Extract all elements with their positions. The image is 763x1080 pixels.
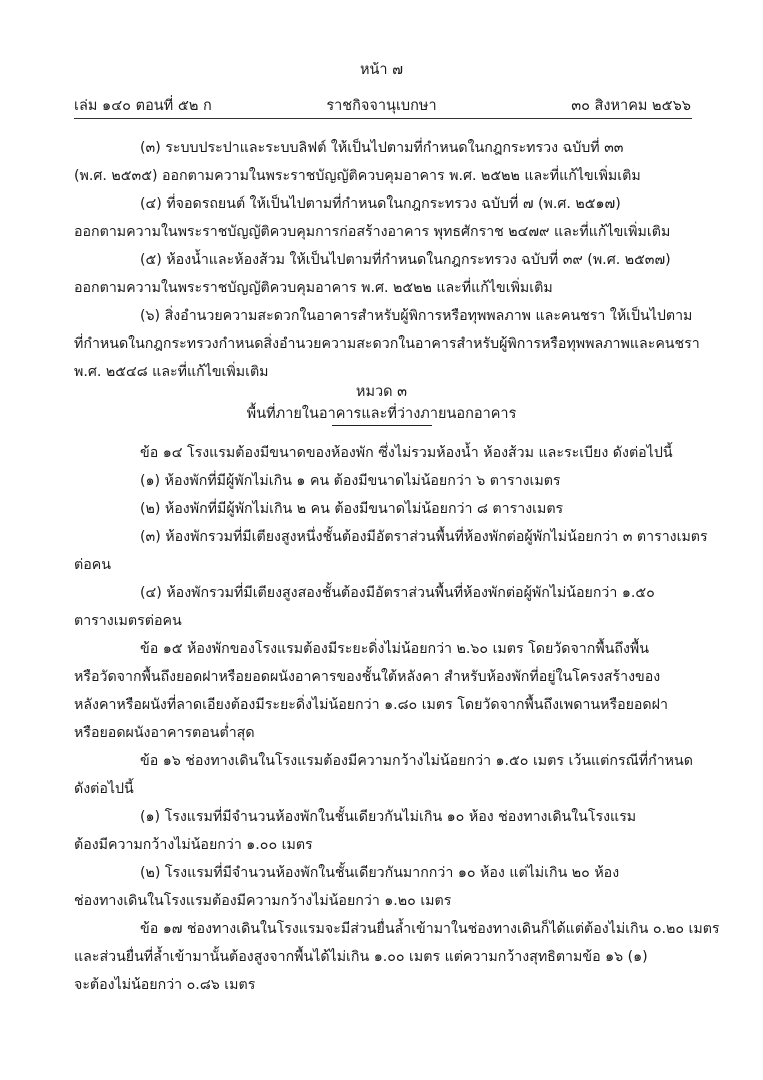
- article-line: (๓) ห้องพักรวมที่มีเตียงสูงหนึ่งชั้นต้องมีอัตราส่วนพื้นที่ห้องพักต่อผู้พักไม่น้อยกว่า ๓ ตารางเมตร: [140, 529, 708, 545]
- list-item: (๓) ระบบประปาและระบบลิฟต์ ให้เป็นไปตามที่กำหนดในกฎกระทรวง ฉบับที่ ๓๓: [140, 140, 624, 156]
- article-line: ข้อ ๑๖ ช่องทางเดินในโรงแรมต้องมีความกว้างไม่น้อยกว่า ๑.๕๐ เมตร เว้นแต่กรณีที่กำหนด: [140, 753, 693, 769]
- gazette-volume: เล่ม ๑๔๐ ตอนที่ ๕๒ ก: [74, 98, 212, 114]
- article-line: (๒) โรงแรมที่มีจำนวนห้องพักในชั้นเดียวกันมากกว่า ๑๐ ห้อง แต่ไม่เกิน ๒๐ ห้อง: [140, 865, 620, 881]
- chapter-divider: [332, 425, 432, 426]
- article-line: ตารางเมตรต่อคน: [74, 613, 182, 629]
- article-line: (๑) โรงแรมที่มีจำนวนห้องพักในชั้นเดียวกันไม่เกิน ๑๐ ห้อง ช่องทางเดินในโรงแรม: [140, 809, 637, 825]
- list-item: ออกตามความในพระราชบัญญัติควบคุมการก่อสร้างอาคาร พุทธศักราช ๒๔๗๙ และที่แก้ไขเพิ่มเติม: [74, 224, 671, 240]
- chapter-title: หมวด ๓: [355, 384, 408, 400]
- article-line: ช่องทางเดินในโรงแรมต้องมีความกว้างไม่น้อยกว่า ๑.๒๐ เมตร: [74, 893, 452, 909]
- list-item: (๔) ที่จอดรถยนต์ ให้เป็นไปตามที่กำหนดในกฎกระทรวง ฉบับที่ ๗ (พ.ศ. ๒๕๑๗): [140, 196, 621, 212]
- article-line: (๒) ห้องพักที่มีผู้พักไม่เกิน ๒ คน ต้องมีขนาดไม่น้อยกว่า ๘ ตารางเมตร: [140, 501, 564, 517]
- header-divider: [74, 118, 692, 119]
- page-number: หน้า ๗: [359, 62, 404, 78]
- article-line: หรือยอดผนังอาคารตอนต่ำสุด: [74, 725, 255, 741]
- article-line: ข้อ ๑๗ ช่องทางเดินในโรงแรมจะมีส่วนยื่นล้ำเข้ามาในช่องทางเดินก็ได้แต่ต้องไม่เกิน ๐.๒๐ เมตร: [140, 921, 720, 937]
- gazette-title: ราชกิจจานุเบกษา: [326, 98, 437, 114]
- article-line: หรือวัดจากพื้นถึงยอดฝาหรือยอดผนังอาคารของชั้นใต้หลังคา สำหรับห้องพักที่อยู่ในโครงสร้างของ: [74, 669, 661, 685]
- article-line: ต่อคน: [74, 557, 111, 573]
- list-item: (พ.ศ. ๒๕๓๕) ออกตามความในพระราชบัญญัติควบคุมอาคาร พ.ศ. ๒๕๒๒ และที่แก้ไขเพิ่มเติม: [74, 168, 641, 184]
- article-line: ข้อ ๑๕ ห้องพักของโรงแรมต้องมีระยะดิ่งไม่น้อยกว่า ๒.๖๐ เมตร โดยวัดจากพื้นถึงพื้น: [140, 641, 649, 657]
- article-line: (๑) ห้องพักที่มีผู้พักไม่เกิน ๑ คน ต้องมีขนาดไม่น้อยกว่า ๖ ตารางเมตร: [140, 473, 561, 489]
- article-line: จะต้องไม่น้อยกว่า ๐.๘๖ เมตร: [74, 977, 256, 993]
- gazette-date: ๓๐ สิงหาคม ๒๕๖๖: [571, 98, 691, 114]
- article-line: และส่วนยื่นที่ล้ำเข้ามานั้นต้องสูงจากพื้นได้ไม่เกิน ๑.๐๐ เมตร แต่ความกว้างสุทธิตามข้อ ๑๖ (๑): [74, 949, 648, 965]
- list-item: พ.ศ. ๒๕๔๘ และที่แก้ไขเพิ่มเติม: [74, 364, 269, 380]
- article-line: ข้อ ๑๔ โรงแรมต้องมีขนาดของห้องพัก ซึ่งไม่รวมห้องน้ำ ห้องส้วม และระเบียง ดังต่อไปนี้: [140, 445, 673, 461]
- list-item: (๕) ห้องน้ำและห้องส้วม ให้เป็นไปตามที่กำหนดในกฎกระทรวง ฉบับที่ ๓๙ (พ.ศ. ๒๕๓๗): [140, 252, 671, 268]
- article-line: ต้องมีความกว้างไม่น้อยกว่า ๑.๐๐ เมตร: [74, 837, 313, 853]
- list-item: ที่กำหนดในกฎกระทรวงกำหนดสิ่งอำนวยความสะดวกในอาคารสำหรับผู้พิการหรือทุพพลภาพและคนชรา: [74, 336, 700, 352]
- chapter-subtitle: พื้นที่ภายในอาคารและที่ว่างภายนอกอาคาร: [246, 406, 517, 422]
- list-item: (๖) สิ่งอำนวยความสะดวกในอาคารสำหรับผู้พิการหรือทุพพลภาพ และคนชรา ให้เป็นไปตาม: [140, 308, 693, 324]
- article-line: (๔) ห้องพักรวมที่มีเตียงสูงสองชั้นต้องมีอัตราส่วนพื้นที่ห้องพักต่อผู้พักไม่น้อยกว่า ๑.๕๐: [140, 585, 655, 601]
- article-line: หลังคาหรือผนังที่ลาดเอียงต้องมีระยะดิ่งไม่น้อยกว่า ๑.๘๐ เมตร โดยวัดจากพื้นถึงเพดานหรือยอดฝา: [74, 697, 668, 713]
- article-line: ดังต่อไปนี้: [74, 781, 134, 797]
- list-item: ออกตามความในพระราชบัญญัติควบคุมอาคาร พ.ศ. ๒๕๒๒ และที่แก้ไขเพิ่มเติม: [74, 280, 553, 296]
